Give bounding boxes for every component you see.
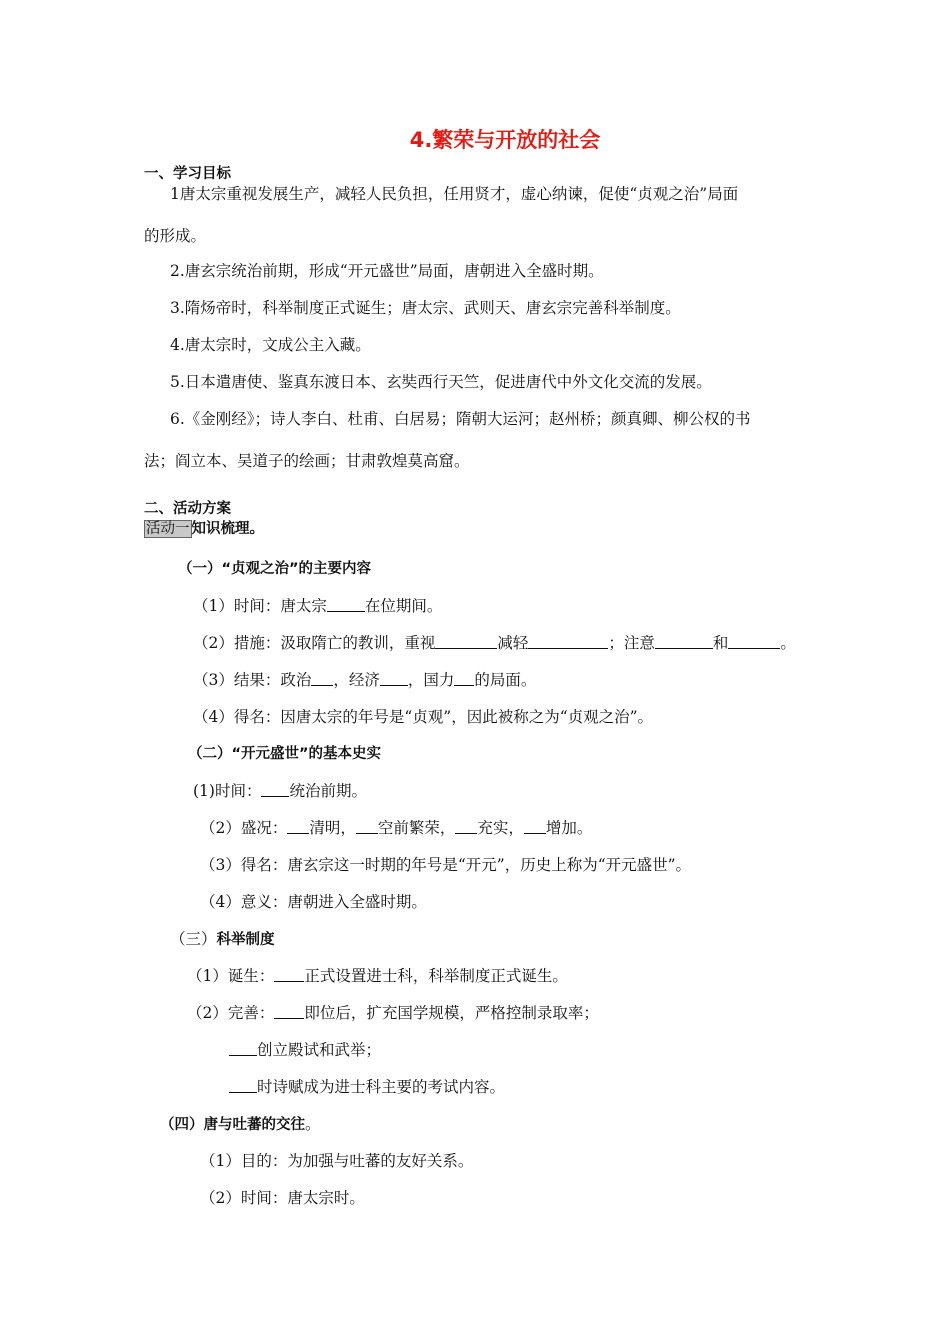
blank xyxy=(455,818,477,834)
part-3-item-2: （2）完善： 即位后，扩充国学规模，严格控制录取率； xyxy=(187,1004,599,1022)
blank xyxy=(356,818,378,834)
part-3-heading: （三）科举制度 xyxy=(170,930,275,948)
part-1-item-2: （2）措施：汲取隋亡的教训，重视 减轻 ；注意 和 。 xyxy=(193,634,796,652)
goal-2: 2.唐玄宗统治前期，形成“开元盛世”局面，唐朝进入全盛时期。 xyxy=(170,262,604,280)
part-1-item-4: （4）得名：因唐太宗的年号是“贞观”，因此被称之为“贞观之治”。 xyxy=(193,708,654,726)
part-2-item-3: （3）得名：唐玄宗这一时期的年号是“开元”，历史上称为“开元盛世”。 xyxy=(200,856,692,874)
goal-4: 4.唐太宗时，文成公主入藏。 xyxy=(170,336,371,354)
document-title: 4.繁荣与开放的社会 xyxy=(409,128,601,152)
part-3-item-3: 创立殿试和武举； xyxy=(229,1040,381,1060)
part-2-item-4: （4）意义：唐朝进入全盛时期。 xyxy=(200,893,427,911)
goal-6-line-2: 法；阎立本、吴道子的绘画；甘肃敦煌莫高窟。 xyxy=(144,452,470,470)
activity-one-heading xyxy=(144,519,264,539)
blank xyxy=(287,818,309,834)
section-heading-activities: 二、活动方案 xyxy=(144,501,231,517)
part-2-heading: （二）“开元盛世”的基本史实 xyxy=(188,746,382,762)
part-4-item-1: （1）目的：为加强与吐蕃的友好关系。 xyxy=(200,1152,474,1170)
blank xyxy=(229,1040,257,1056)
blank xyxy=(655,633,713,649)
section-heading-goals: 一、学习目标 xyxy=(144,166,231,182)
part-1-item-3: （3）结果：政治 ，经济 ，国力 的局面。 xyxy=(193,671,537,689)
blank xyxy=(435,633,497,649)
part-4-heading: （四）唐与吐蕃的交往。 xyxy=(160,1115,321,1133)
blank xyxy=(229,1077,257,1093)
goal-3: 3.隋炀帝时，科举制度正式诞生；唐太宗、武则天、唐玄宗完善科举制度。 xyxy=(170,299,681,317)
goal-1-line-1: 1唐太宗重视发展生产，减轻人民负担，任用贤才，虚心纳谏，促使“贞观之治”局面 xyxy=(170,185,739,203)
part-1-item-1: （1）时间：唐太宗 在位期间。 xyxy=(193,597,443,615)
part-4-item-2: （2）时间：唐太宗时。 xyxy=(200,1189,365,1207)
blank xyxy=(524,818,546,834)
activity-title: 知识梳理。 xyxy=(191,521,264,537)
goal-6-line-1: 6.《金刚经》；诗人李白、杜甫、白居易；隋朝大运河；赵州桥；颜真卿、柳公权的书 xyxy=(170,410,751,428)
blank xyxy=(380,670,408,686)
blank xyxy=(274,966,304,982)
part-2-item-2: （2）盛况： 清明， 空前繁荣， 充实， 增加。 xyxy=(200,819,593,837)
activity-tag: 活动一 xyxy=(146,521,190,537)
blank xyxy=(274,1003,304,1019)
blank xyxy=(327,596,365,612)
part-2-item-1: (1)时间： 统治前期。 xyxy=(193,782,367,800)
blank xyxy=(528,633,608,649)
goal-1-line-2: 的形成。 xyxy=(144,227,207,245)
goal-5: 5.日本遣唐使、鉴真东渡日本、玄奘西行天竺，促进唐代中外文化交流的发展。 xyxy=(170,373,712,391)
part-1-heading: （一）“贞观之治”的主要内容 xyxy=(178,561,372,577)
blank xyxy=(728,633,780,649)
part-3-item-4: 时诗赋成为进士科主要的考试内容。 xyxy=(229,1077,505,1097)
blank xyxy=(261,781,289,797)
part-3-item-1: （1）诞生： 正式设置进士科，科举制度正式诞生。 xyxy=(187,967,568,985)
blank xyxy=(311,670,333,686)
blank xyxy=(454,670,474,686)
